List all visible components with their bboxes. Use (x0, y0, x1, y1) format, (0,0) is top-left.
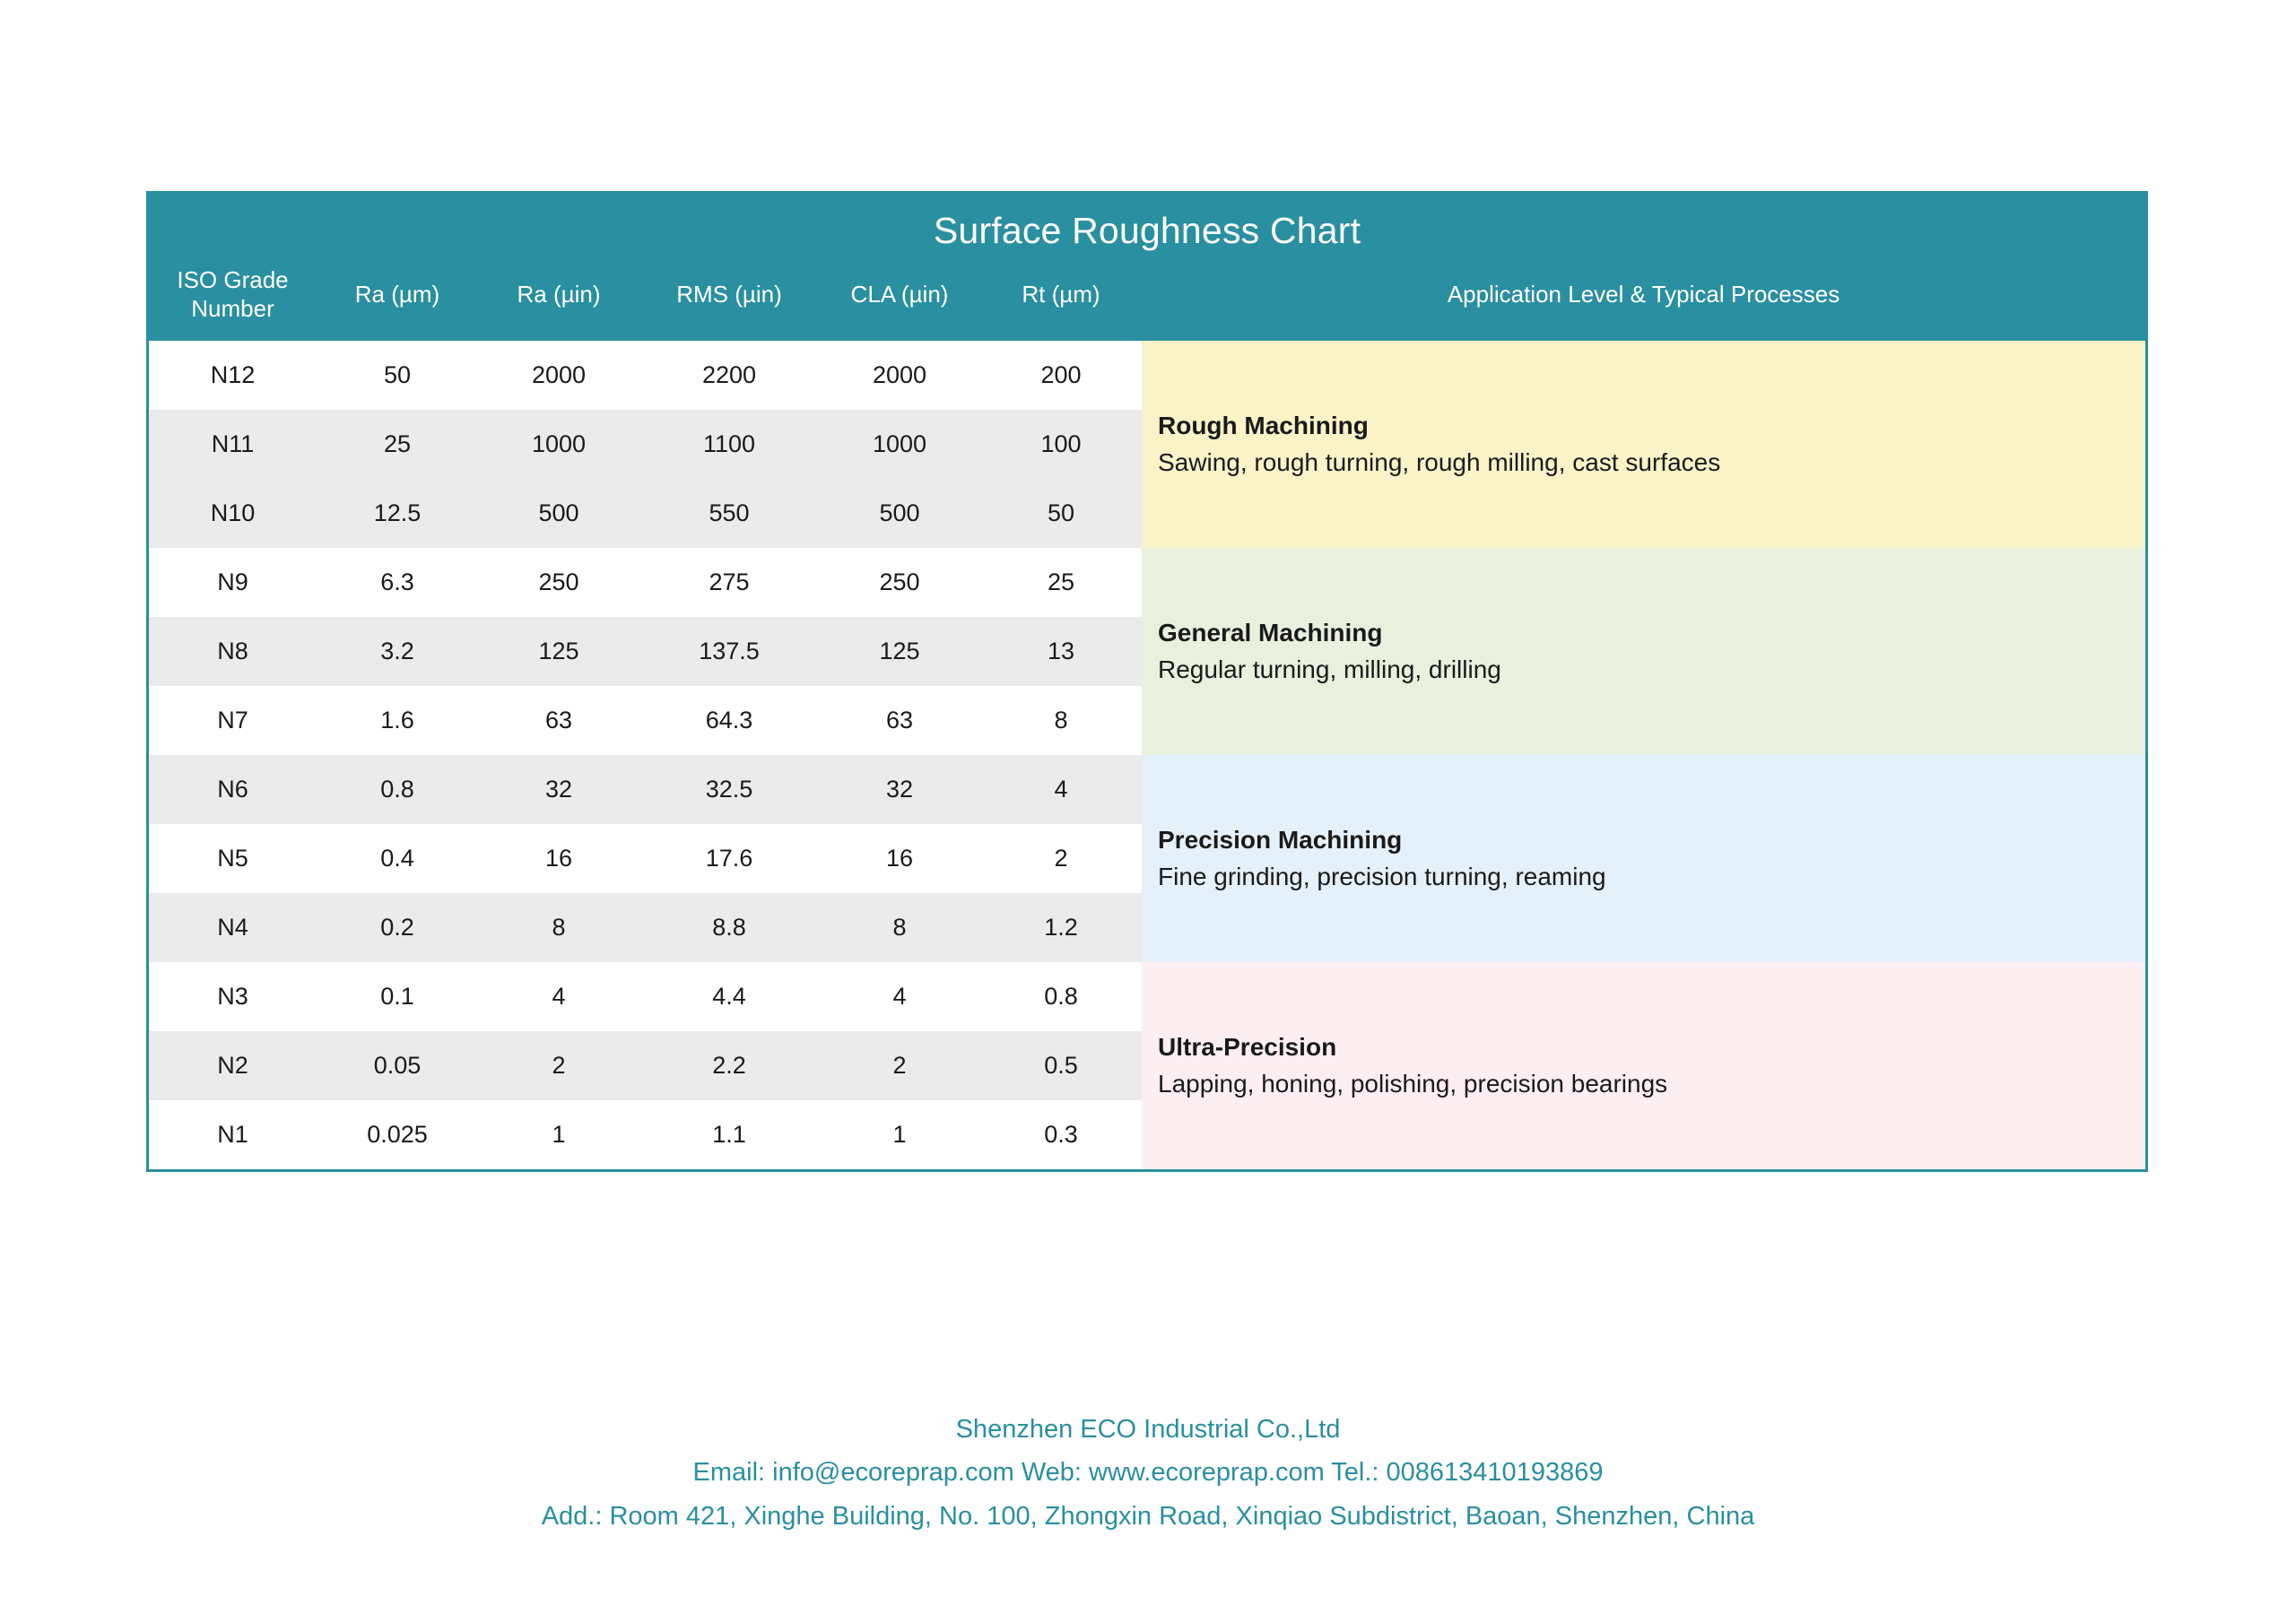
cell-rms-uin: 4.4 (639, 962, 819, 1031)
cell-grade: N2 (149, 1031, 317, 1100)
cell-cla-uin: 32 (819, 755, 980, 824)
cell-rms-uin: 1100 (639, 410, 819, 479)
cell-ra-um: 50 (317, 341, 478, 410)
cell-grade: N3 (149, 962, 317, 1031)
application-group-description: Sawing, rough turning, rough milling, cast surfaces (1158, 447, 1721, 476)
column-header-iso-grade: ISO Grade Number (149, 261, 317, 341)
application-group-title: Ultra-Precision (1158, 1033, 1337, 1062)
cell-ra-uin: 1000 (478, 410, 639, 479)
cell-ra-um: 3.2 (317, 617, 478, 686)
cell-ra-um: 0.1 (317, 962, 478, 1031)
table-row (149, 755, 2145, 824)
cell-rt-um: 0.3 (980, 1100, 1142, 1169)
cell-ra-uin: 2000 (478, 341, 639, 410)
cell-grade: N11 (149, 410, 317, 479)
cell-ra-uin: 8 (478, 893, 639, 962)
cell-grade: N9 (149, 548, 317, 617)
cell-grade: N5 (149, 824, 317, 893)
application-group-ultra-precision (1142, 962, 2145, 1169)
cell-ra-uin: 16 (478, 824, 639, 893)
cell-rt-um: 0.5 (980, 1031, 1142, 1100)
footer-contact: Email: info@ecoreprap.com Web: www.ecoreprap.com Tel.: 008613410193869 (692, 1458, 1604, 1488)
table-title-row (149, 194, 2145, 261)
cell-rms-uin: 2200 (639, 341, 819, 410)
cell-ra-um: 0.8 (317, 755, 478, 824)
column-header-ra-um: Ra (µm) (317, 261, 478, 341)
cell-cla-uin: 16 (819, 824, 980, 893)
footer (0, 1408, 2296, 1538)
cell-ra-um: 0.05 (317, 1031, 478, 1100)
cell-rms-uin: 32.5 (639, 755, 819, 824)
cell-ra-um: 1.6 (317, 686, 478, 755)
cell-cla-uin: 1000 (819, 410, 980, 479)
cell-rt-um: 25 (980, 548, 1142, 617)
cell-cla-uin: 2000 (819, 341, 980, 410)
cell-rt-um: 2 (980, 824, 1142, 893)
cell-ra-um: 0.4 (317, 824, 478, 893)
application-group-description: Fine grinding, precision turning, reaming (1158, 862, 1606, 890)
column-header-application: Application Level & Typical Processes (1142, 261, 2145, 341)
cell-ra-um: 25 (317, 410, 478, 479)
cell-grade: N7 (149, 686, 317, 755)
cell-rms-uin: 550 (639, 479, 819, 548)
application-group-precision (1142, 755, 2145, 962)
cell-ra-uin: 2 (478, 1031, 639, 1100)
cell-grade: N1 (149, 1100, 317, 1169)
cell-cla-uin: 500 (819, 479, 980, 548)
cell-ra-um: 6.3 (317, 548, 478, 617)
cell-cla-uin: 125 (819, 617, 980, 686)
application-group-description: Lapping, honing, polishing, precision bearings (1158, 1069, 1668, 1098)
footer-address: Add.: Room 421, Xinghe Building, No. 100, Zhongxin Road, Xinqiao Subdistrict, Baoan, Shenzhen, China (541, 1501, 1755, 1531)
cell-cla-uin: 63 (819, 686, 980, 755)
chart-title: Surface Roughness Chart (149, 194, 2145, 261)
cell-rms-uin: 2.2 (639, 1031, 819, 1100)
roughness-table (149, 194, 2145, 1169)
application-group-title: Precision Machining (1158, 826, 1403, 855)
cell-grade: N12 (149, 341, 317, 410)
cell-ra-uin: 32 (478, 755, 639, 824)
cell-cla-uin: 4 (819, 962, 980, 1031)
surface-roughness-chart (146, 191, 2148, 1172)
column-header-cla-uin: CLA (µin) (819, 261, 980, 341)
cell-cla-uin: 2 (819, 1031, 980, 1100)
cell-ra-uin: 4 (478, 962, 639, 1031)
cell-rt-um: 13 (980, 617, 1142, 686)
cell-grade: N10 (149, 479, 317, 548)
cell-rt-um: 1.2 (980, 893, 1142, 962)
table-row (149, 548, 2145, 617)
cell-ra-um: 0.025 (317, 1100, 478, 1169)
cell-cla-uin: 8 (819, 893, 980, 962)
cell-ra-uin: 63 (478, 686, 639, 755)
cell-ra-um: 0.2 (317, 893, 478, 962)
cell-rms-uin: 1.1 (639, 1100, 819, 1169)
cell-rt-um: 100 (980, 410, 1142, 479)
cell-ra-um: 12.5 (317, 479, 478, 548)
cell-grade: N8 (149, 617, 317, 686)
application-group-description: Regular turning, milling, drilling (1158, 655, 1501, 683)
column-header-ra-uin: Ra (µin) (478, 261, 639, 341)
table-header-row (149, 261, 2145, 341)
table-row (149, 341, 2145, 410)
cell-rt-um: 0.8 (980, 962, 1142, 1031)
application-group-title: Rough Machining (1158, 412, 1369, 440)
cell-cla-uin: 250 (819, 548, 980, 617)
cell-ra-uin: 125 (478, 617, 639, 686)
cell-rt-um: 50 (980, 479, 1142, 548)
cell-rms-uin: 17.6 (639, 824, 819, 893)
table-row (149, 962, 2145, 1031)
cell-ra-uin: 250 (478, 548, 639, 617)
application-group-title: General Machining (1158, 619, 1383, 647)
cell-cla-uin: 1 (819, 1100, 980, 1169)
cell-ra-uin: 500 (478, 479, 639, 548)
cell-rt-um: 8 (980, 686, 1142, 755)
cell-rt-um: 200 (980, 341, 1142, 410)
cell-rms-uin: 8.8 (639, 893, 819, 962)
column-header-rt-um: Rt (µm) (980, 261, 1142, 341)
cell-rt-um: 4 (980, 755, 1142, 824)
cell-grade: N6 (149, 755, 317, 824)
footer-company: Shenzhen ECO Industrial Co.,Ltd (955, 1415, 1341, 1444)
cell-rms-uin: 64.3 (639, 686, 819, 755)
application-group-general (1142, 548, 2145, 755)
cell-ra-uin: 1 (478, 1100, 639, 1169)
cell-rms-uin: 137.5 (639, 617, 819, 686)
column-header-rms-uin: RMS (µin) (639, 261, 819, 341)
cell-grade: N4 (149, 893, 317, 962)
cell-rms-uin: 275 (639, 548, 819, 617)
application-group-rough (1142, 341, 2145, 548)
